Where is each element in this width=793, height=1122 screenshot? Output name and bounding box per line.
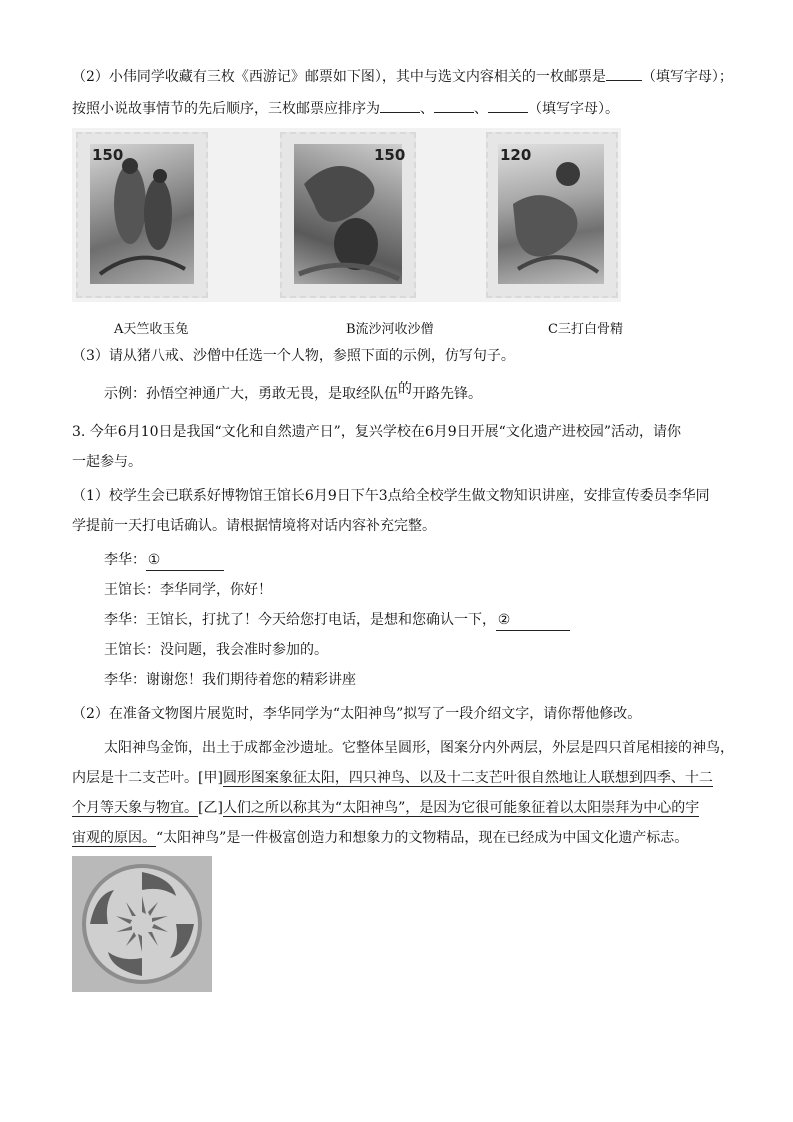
answer-blank[interactable] <box>606 66 642 81</box>
answer-blank[interactable] <box>434 98 474 113</box>
q2-2-text: （2）小伟同学收藏有三枚《西游记》邮票如下图），其中与选文内容相关的一枚邮票是 <box>72 69 606 85</box>
q2-2-order-tail: （填写字母）。 <box>528 101 619 117</box>
stamp-c-caption: C三打白骨精 <box>548 322 623 337</box>
stamp-b-figures <box>294 144 402 284</box>
dialog-line-4 <box>104 640 328 660</box>
stamp-a-figures <box>90 144 194 284</box>
q2-2-line2 <box>72 98 619 119</box>
q3-1-line1: （1）校学生会已联系好博物馆王馆长6月9日下午3点给全校学生做文物知识讲座，安排宣传委员李华同 <box>72 488 710 504</box>
speaker: 王馆长： <box>104 642 160 658</box>
stamp-c-art <box>498 144 604 284</box>
dialog-text: 没问题，我会准时参加的。 <box>160 642 328 658</box>
passage-line4 <box>72 828 688 848</box>
separator: 、 <box>420 101 434 117</box>
stamp-c <box>486 132 618 298</box>
q3-1-line2: 学提前一天打电话确认。请根据情境将对话内容补充完整。 <box>72 518 436 534</box>
underlined-sentence-jia: 圆形图案象征太阳，四只神鸟、以及十二支芒叶很自然地让人联想到四季、十二 <box>222 770 713 786</box>
sun-bird-svg <box>72 856 212 992</box>
q3-2-prompt: （2）在准备文物图片展览时，李华同学为“太阳神鸟”拟写了一段介绍文字，请你帮他修改。 <box>72 706 642 722</box>
dialog-line-3 <box>104 610 570 631</box>
stamp-photo <box>72 128 621 302</box>
stamp-a-caption: A天竺收玉兔 <box>114 322 189 337</box>
stamp-a-art <box>90 144 194 284</box>
passage-text-end: “太阳神鸟”是一件极富创造力和想象力的文物精品，现在已经成为中国文化遗产标志。 <box>156 830 689 846</box>
answer-blank-2[interactable] <box>496 610 570 631</box>
speaker: 李华： <box>104 612 146 628</box>
q2-2-tail: （填写字母）； <box>641 69 733 85</box>
dialog-text: 王馆长，打扰了！今天给您打电话，是想和您确认一下， <box>146 612 496 628</box>
circled-mark: ② <box>497 612 511 628</box>
mark-yi: [乙] <box>198 800 223 816</box>
stamp-a <box>76 132 208 298</box>
q2-2-line1 <box>72 66 733 87</box>
passage-line2 <box>72 768 713 788</box>
speaker: 李华： <box>104 672 146 688</box>
separator: 、 <box>474 101 488 117</box>
stamp-c-figures <box>498 144 604 284</box>
stamp-a-value: 150 <box>92 146 124 164</box>
answer-blank-1[interactable] <box>146 550 224 571</box>
example-text-end: 开路先锋。 <box>412 386 482 402</box>
answer-blank[interactable] <box>380 98 420 113</box>
answer-blank[interactable] <box>488 98 528 113</box>
example-de: 的 <box>398 381 412 397</box>
passage-line3 <box>72 798 699 818</box>
passage-line1: 太阳神鸟金饰，出土于成都金沙遗址。它整体呈圆形，图案分内外两层，外层是四只首尾相接的神鸟， <box>104 740 734 756</box>
stamp-b <box>280 132 416 298</box>
example-text: 示例：孙悟空神通广大，勇敢无畏，是取经队伍 <box>104 386 398 402</box>
stamp-b-value: 150 <box>374 146 406 164</box>
mark-jia: [甲] <box>198 770 223 786</box>
dialog-line-5 <box>104 670 356 690</box>
dialog-line-2 <box>104 580 272 600</box>
stamp-b-caption: B流沙河收沙僧 <box>346 322 434 337</box>
stamp-c-value: 120 <box>500 146 532 164</box>
speaker: 李华： <box>104 552 146 568</box>
speaker: 王馆长： <box>104 582 160 598</box>
q2-2-order-text: 按照小说故事情节的先后顺序，三枚邮票应排序为 <box>72 101 380 117</box>
q2-3-prompt: （3）请从猪八戒、沙僧中任选一个人物，参照下面的示例，仿写句子。 <box>72 348 515 364</box>
passage-text: 内层是十二支芒叶。 <box>72 770 198 786</box>
underlined-sentence-yi-end: 宙观的原因。 <box>72 830 156 846</box>
q2-3-example <box>104 381 482 404</box>
dialog-text: 李华同学，你好！ <box>160 582 272 598</box>
q3-line2: 一起参与。 <box>72 454 142 470</box>
stamp-b-art <box>294 144 402 284</box>
underlined-sentence-yi: 人们之所以称其为“太阳神鸟”，是因为它很可能象征着以太阳崇拜为中心的宇 <box>222 800 700 816</box>
underlined-sentence-jia-end: 个月等天象与物宜。 <box>72 800 198 816</box>
dialog-text: 谢谢您！我们期待着您的精彩讲座 <box>146 672 356 688</box>
circled-mark: ① <box>147 552 161 568</box>
sun-bird-image <box>72 856 212 992</box>
q3-line1: 3. 今年6月10日是我国“文化和自然遗产日”，复兴学校在6月9日开展“文化遗产进校园”活动，请你 <box>72 424 681 440</box>
dialog-line-1 <box>104 550 224 571</box>
